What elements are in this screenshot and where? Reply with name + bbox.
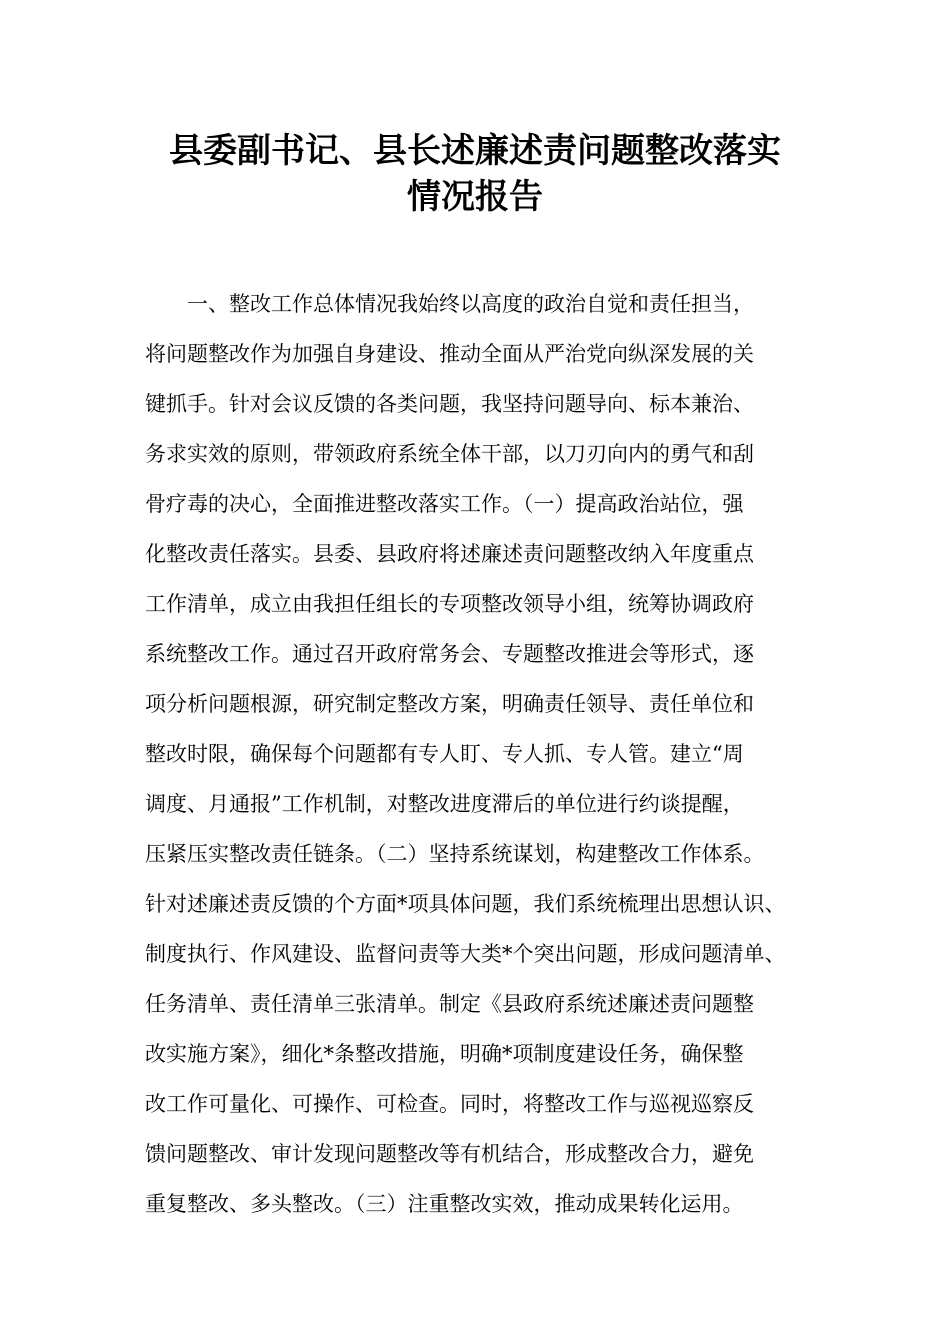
body-line: 馈问题整改、审计发现问题整改等有机结合，形成整改合力，避免 [145,1142,754,1166]
body-line: 键抓手。针对会议反馈的各类问题，我坚持问题导向、标本兼治、 [145,392,754,416]
body-line: 项分析问题根源，研究制定整改方案，明确责任领导、责任单位和 [145,692,754,716]
body-line: 压紧压实整改责任链条。（二）坚持系统谋划，构建整改工作体系。 [145,842,765,866]
body-line: 重复整改、多头整改。（三）注重整改实效，推动成果转化运用。 [145,1192,744,1216]
body-line: 改工作可量化、可操作、可检查。同时，将整改工作与巡视巡察反 [145,1092,754,1116]
body-line: 一、整改工作总体情况我始终以高度的政治自觉和责任担当， [187,292,754,316]
body-line: 任务清单、责任清单三张清单。制定《县政府系统述廉述责问题整 [145,992,754,1016]
document-body [145,279,825,1229]
body-line: 将问题整改作为加强自身建设、推动全面从严治党向纵深发展的关 [145,342,754,366]
title-line-2: 情况报告 [407,177,543,217]
body-line: 针对述廉述责反馈的个方面*项具体问题，我们系统梳理出思想认识、 [145,892,786,916]
document-title [100,128,850,220]
body-line: 化整改责任落实。县委、县政府将述廉述责问题整改纳入年度重点 [145,542,754,566]
body-line: 制度执行、作风建设、监督问责等大类*个突出问题，形成问题清单、 [145,942,786,966]
body-line: 务求实效的原则，带领政府系统全体干部，以刀刃向内的勇气和刮 [145,442,754,466]
body-line: 改实施方案》，细化*条整改措施，明确*项制度建设任务，确保整 [145,1042,744,1066]
body-line: 工作清单，成立由我担任组长的专项整改领导小组，统筹协调政府 [145,592,754,616]
title-line-1: 县委副书记、县长述廉述责问题整改落实 [169,131,781,171]
body-line: 整改时限，确保每个问题都有专人盯、专人抓、专人管。建立“周 [145,742,744,766]
body-line: 系统整改工作。通过召开政府常务会、专题整改推进会等形式，逐 [145,642,754,666]
body-line: 骨疗毒的决心，全面推进整改落实工作。（一）提高政治站位，强 [145,492,744,516]
body-line: 调度、月通报”工作机制，对整改进度滞后的单位进行约谈提醒， [145,792,744,816]
